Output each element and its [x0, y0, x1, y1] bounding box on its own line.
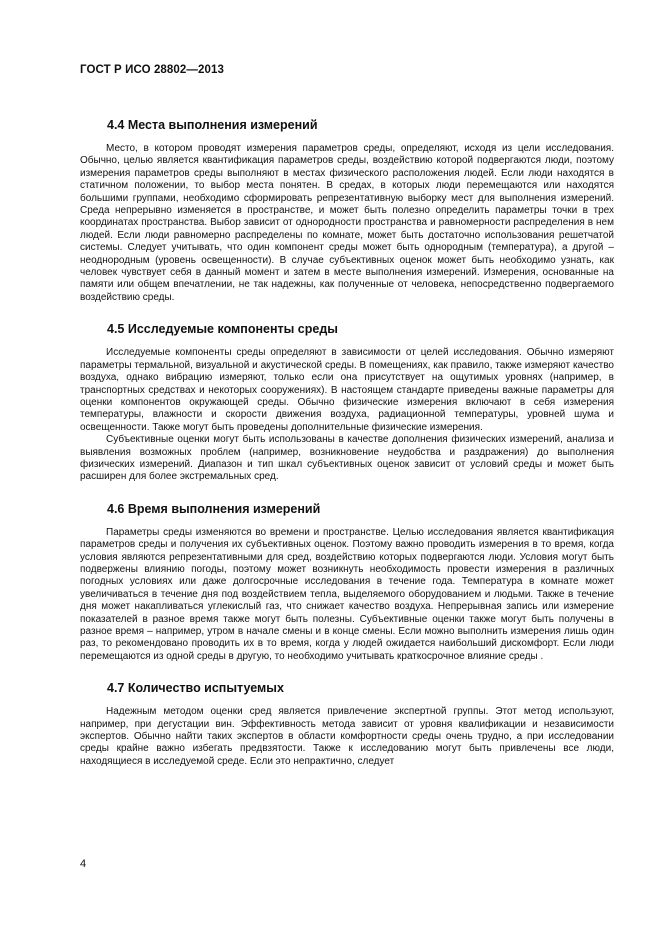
section-title: 4.4 Места выполнения измерений	[107, 118, 318, 132]
section-title: 4.5 Исследуемые компоненты среды	[107, 322, 338, 337]
paragraph: Субъективные оценки могут быть использованы в качестве дополнения физических измерений, анализа и выявления возможных проблем (например, возникновение неудобства и раздражения) до выполнения физических измерений. Диапазон и тип шкал субъективных оценок зависит от условий среды и может быть расширен для более экстремальных сред.	[80, 434, 614, 483]
section-4-7	[80, 681, 614, 768]
section-4-6	[80, 502, 614, 663]
section-title: 4.7 Количество испытуемых	[107, 681, 284, 696]
paragraph: Исследуемые компоненты среды определяют в зависимости от целей исследования. Обычно измеряют параметры термальной, визуальной и акустической среды. В помещениях, как правило, также измеряют качество воздуха, однако вибрацию измеряют, только если она присутствует на ощутимых уровнях (например, в транспортных средствах и некоторых сооружениях). В настоящем стандарте приведены важные параметры для оценки компонентов окружающей среды. Обычно физические измерения включают в себя измерения температуры, влажности и скорости движения воздуха, радиационной температуры, уровней шума и освещенности. Также могут быть проведены дополнительные физические измерения.	[80, 347, 614, 433]
section-4-5	[80, 322, 614, 483]
paragraph: Место, в котором проводят измерения параметров среды, определяют, исходя из цели исследования. Обычно, целью является квантификация параметров среды, воздействию которой подвергаются люди, поэтому измерения параметров среды выполняют в местах физического расположения людей. Если люди находятся в статичном положении, то выбор места понятен. В средах, в которых люди перемещаются или находятся большими группами, необходимо сформировать репрезентативную выборку мест для выполнения измерений. Среда непрерывно изменяется в пространстве, и может быть полезно определить параметры точки в трех координатах пространства. Выбор зависит от однородности пространства и равномерности распределения в нем людей. Если люди равномерно распределены по комнате, может быть достаточно использования решетчатой системы. Следует учитывать, что один компонент среды может быть однородным (температура), а другой – неоднородным (уровень освещенности). В случае субъективных оценок может быть необходимо узнать, как человек чувствует себя в данный момент и затем в месте выполнения измерений. Измерения, основанные на памяти или общем впечатлении, не так надежны, как полученные от человека, непосредственно подвергаемого воздействию среды.	[80, 143, 614, 303]
section-4-4	[80, 118, 614, 304]
section-title: 4.6 Время выполнения измерений	[107, 501, 321, 516]
page-number: 4	[80, 858, 87, 870]
paragraph: Параметры среды изменяются во времени и пространстве. Целью исследования является квантификация параметров среды и получения их субъективных оценок. Поэтому важно проводить измерения в то время, когда условия являются репрезентативными для сред, воздействию которых подвергаются люди. Условия могут быть подвержены влиянию погоды, поэтому может возникнуть необходимость провести измерения в различных погодных условиях или даже долгосрочные исследования в течение года. Температура в комнате может увеличиваться в течение дня под воздействием тепла, выделяемого оборудованием и людьми. Также в течение дня может накапливаться углекислый газ, что снижает качество воздуха. Непрерывная запись или измерение показателей в разное время также могут быть полезны. Субъективные оценки также могут быть получены в разное время – например, утром в начале смены и в конце смены. Если можно выполнить измерения лишь один раз, то рекомендовано проводить их в то время, когда у людей ожидается наибольший дискомфорт. Если люди перемещаются из одной среды в другую, то необходимо учитывать краткосрочное влияние среды .	[80, 526, 614, 662]
paragraph: Надежным методом оценки сред является привлечение экспертной группы. Этот метод используют, например, при дегустации вин. Эффективность метода зависит от уровня квалификации и независимости экспертов. Обычно найти таких экспертов в области комфортности среды очень трудно, а при исследовании среды крайне важно избегать предвзятости. Также к исследованию могут быть привлечены все люди, находящиеся в исследуемой среде. Если это непрактично, следует	[80, 706, 614, 767]
document-body	[80, 118, 614, 768]
standard-header: ГОСТ Р ИСО 28802—2013	[80, 64, 225, 76]
